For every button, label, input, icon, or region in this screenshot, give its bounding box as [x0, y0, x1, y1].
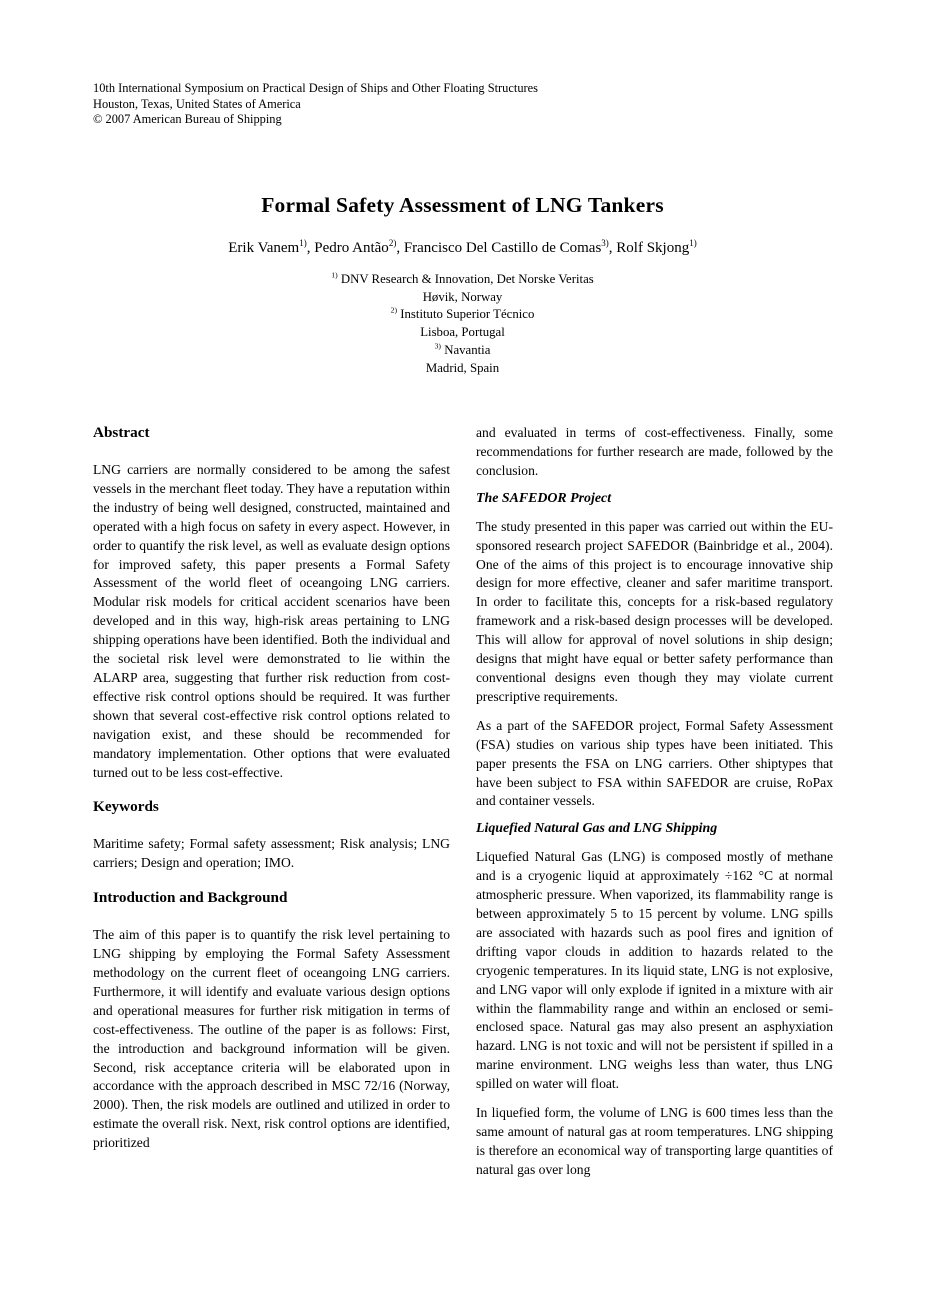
conference-header — [93, 81, 538, 128]
affiliation-ref: 1) — [331, 270, 338, 280]
author-name: , Rolf Skjong — [608, 240, 690, 256]
abstract-paragraph: LNG carriers are normally considered to be among the safest vessels in the merchant fleet today. They have a reputation within the industry of being well designed, constructed, maintained and operated with a high focus on safety in every aspect. However, in order to quantify the risk level, as well as evaluate design options for improved safety, this paper presents a Formal Safety Assessment of the world fleet of oceangoing LNG carriers. Modular risk models for critical accident scenarios have been developed and in this way, high-risk areas pertaining to LNG shipping operations have been identified. Both the individual and the societal risk level were demonstrated to lie within the ALARP area, suggesting that further risk reduction from cost-effective risk control options should be required. It was further shown that several cost-effective risk control options related to navigation exist, and these should be recommended for mandatory implementation. Other options that were evaluated turned out to be less cost-effective. — [93, 462, 450, 780]
conference-location-line: Houston, Texas, United States of America — [93, 96, 301, 111]
author — [609, 240, 697, 256]
affiliation-line — [0, 342, 925, 360]
author — [228, 240, 306, 256]
affiliation-line — [0, 324, 925, 342]
authors-line — [0, 240, 925, 257]
right-column — [476, 424, 833, 1190]
lng-paragraph-1: Liquefied Natural Gas (LNG) is composed mostly of methane and is a cryogenic liquid at approximately ÷162 °C at normal atmospheric pressure. When vaporized, its flammability range is between approximately 5 to 15 percent by volume. LNG spills are associated with hazards such as pool fires and ignition of drifting vapor clouds in addition to hazards related to the cryogenic temperatures. In its liquid state, LNG is not explosive, and LNG vapor will only explode if ignited in a mixture with air within the flammability range and within an enclosed or semi-enclosed space. Natural gas may also present an asphyxiation hazard. LNG is not toxic and will not be persistent if spilled in a marine environment. LNG weighs less than water, thus LNG spilled on water will float. — [476, 849, 833, 1092]
affiliation-line — [0, 289, 925, 307]
author-affiliation-ref: 1) — [299, 238, 307, 248]
section-heading-abstract: Abstract — [93, 424, 150, 441]
author-name: , Pedro Antão — [306, 240, 389, 256]
affiliation-text: DNV Research & Innovation, Det Norske Veritas — [337, 272, 594, 286]
section-heading-introduction: Introduction and Background — [93, 889, 288, 907]
affiliation-text: Madrid, Spain — [425, 360, 500, 375]
affiliation-text: Navantia — [441, 342, 491, 357]
author-name: Erik Vanem — [228, 240, 300, 256]
affiliation-line — [0, 271, 925, 289]
author-affiliation-ref: 2) — [388, 238, 397, 248]
safedor-paragraph-1: The study presented in this paper was carried out within the EU-sponsored research project SAFEDOR (Bainbridge et al., 2004). One of the aims of this project is to encourage innovative ship design for more effective, cleaner and safer maritime transport. In order to facilitate this, concepts for a risk-based regulatory framework and a risk-based design processes will be developed. This will allow for approval of novel solutions in ship design; designs that might have equal or better safety performance than conventional designs even though they may violate current prescriptive requirements. — [476, 518, 833, 704]
section-heading-keywords: Keywords — [93, 798, 159, 816]
conference-title-line: 10th International Symposium on Practical Design of Ships and Other Floating Structures — [93, 81, 538, 95]
author — [396, 240, 608, 256]
affiliation-ref: 3) — [434, 341, 441, 351]
paper-title: Formal Safety Assessment of LNG Tankers — [261, 193, 664, 217]
left-column — [93, 424, 450, 1190]
affiliation-ref: 2) — [390, 306, 398, 316]
subsection-heading-safedor: The SAFEDOR Project — [476, 490, 612, 506]
affiliation-line — [0, 306, 925, 324]
subsection-heading-lng: Liquefied Natural Gas and LNG Shipping — [476, 821, 718, 837]
copyright-line: © 2007 American Bureau of Shipping — [93, 112, 282, 126]
affiliation-text: Høvik, Norway — [422, 289, 503, 304]
continuation-paragraph: and evaluated in terms of cost-effectiveness. Finally, some recommendations for further research are made, followed by the conclusion. — [476, 425, 833, 478]
author-affiliation-ref: 3) — [601, 238, 609, 248]
body-columns — [93, 424, 833, 1190]
safedor-paragraph-2: As a part of the SAFEDOR project, Formal Safety Assessment (FSA) studies on various ship types have been initiated. This paper presents the FSA on LNG carriers. Other shiptypes that have been subject to FSA within SAFEDOR are cruise, RoPax and container vessels. — [476, 717, 833, 809]
affiliation-text: Lisboa, Portugal — [420, 325, 505, 340]
affiliation-line — [0, 360, 925, 378]
author-affiliation-ref: 1) — [689, 238, 697, 248]
introduction-paragraph: The aim of this paper is to quantify the risk level pertaining to LNG shipping by employing the Formal Safety Assessment methodology on the current fleet of oceangoing LNG carriers. Furthermore, it will identify and evaluate various design options and operational measures for further risk mitigation in terms of cost-effectiveness. The outline of the paper is as follows: First, the introduction and background information will be given. Second, risk acceptance criteria will be elaborated upon in accordance with the approach described in MSC 72/16 (Norway, 2000). Then, the risk models are outlined and utilized in order to estimate the overall risk. Next, risk control options are identified, prioritized — [93, 927, 450, 1151]
affiliation-text: Instituto Superior Técnico — [397, 307, 535, 322]
keywords-paragraph: Maritime safety; Formal safety assessment; Risk analysis; LNG carriers; Design and operation; IMO. — [93, 836, 450, 871]
lng-paragraph-2: In liquefied form, the volume of LNG is 600 times less than the same amount of natural gas at room temperatures. LNG shipping is therefore an economical way of transporting large quantities of natural gas over long — [476, 1105, 833, 1177]
author — [307, 240, 397, 256]
author-name: , Francisco Del Castillo de Comas — [396, 240, 602, 256]
affiliations-block — [0, 271, 925, 377]
